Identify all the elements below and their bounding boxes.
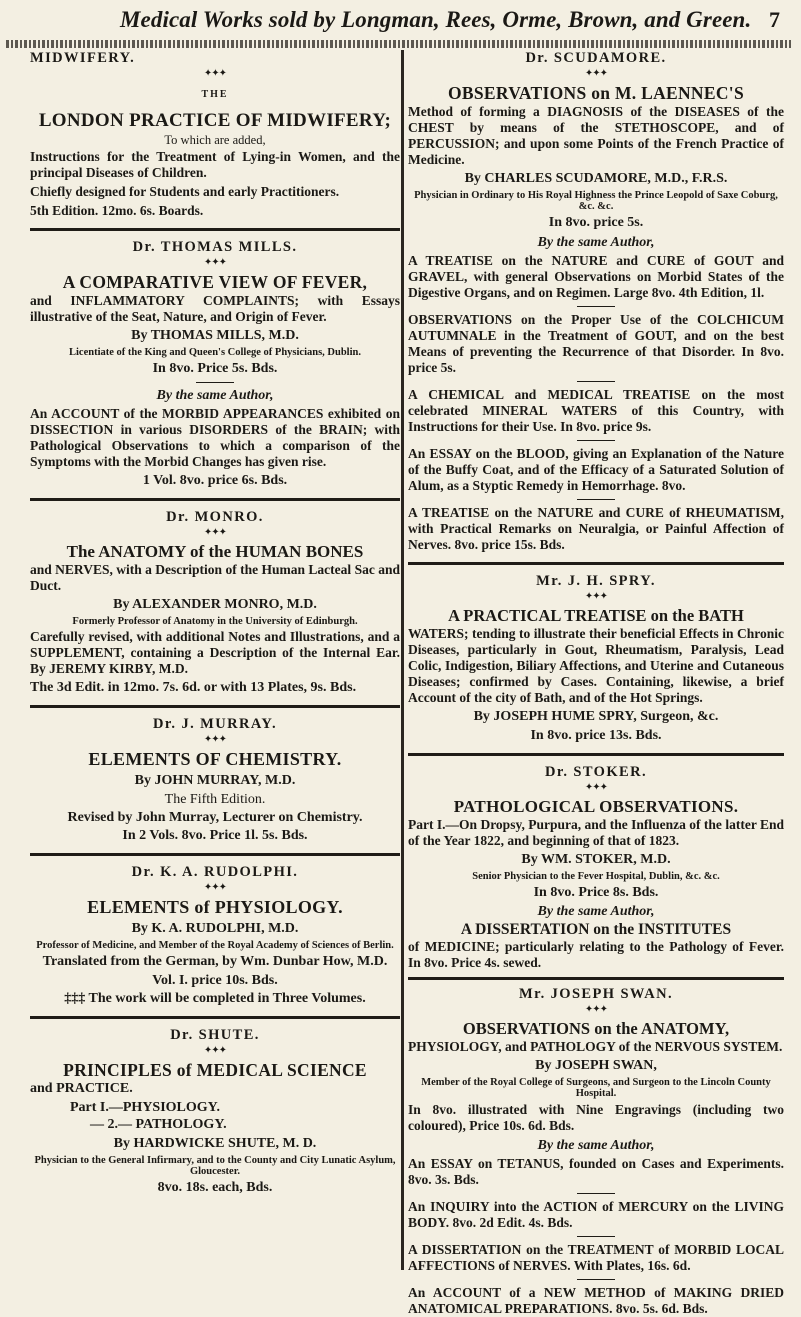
author: By CHARLES SCUDAMORE, M.D., F.R.S. xyxy=(464,171,728,186)
book-title: A DISSERTATION on the INSTITUTES xyxy=(460,921,732,938)
same-author-note: By the same Author, xyxy=(156,388,274,403)
ornament-icon: ✦✦✦ xyxy=(584,591,608,602)
book-title: The ANATOMY of the HUMAN BONES xyxy=(66,542,364,561)
entry-shute xyxy=(30,1027,400,1196)
column-divider xyxy=(401,50,404,1270)
section-rule xyxy=(30,705,400,708)
book-title-continued: and PRACTICE. xyxy=(30,1081,133,1096)
section-heading: Mr. JOSEPH SWAN. xyxy=(519,986,673,1002)
book-listing: A TREATISE on the NATURE and CURE of GOUT and GRAVEL, with general Observations on Morbid States of the Digestive Organs, and on Regimen. Large 8vo. 4th Edition, 1l. xyxy=(408,253,784,300)
short-rule xyxy=(577,1193,615,1194)
author-affiliation: Senior Physician to the Fever Hospital, Dublin, &c. &c. xyxy=(472,871,720,882)
author: By WM. STOKER, M.D. xyxy=(521,852,671,867)
book-listing: An ESSAY on TETANUS, founded on Cases and Experiments. 8vo. 3s. Bds. xyxy=(408,1156,784,1187)
book-title: PATHOLOGICAL OBSERVATIONS. xyxy=(453,797,739,816)
book-title-continued: PHYSIOLOGY, and PATHOLOGY of the NERVOUS SYSTEM. xyxy=(408,1039,783,1054)
same-author-note: By the same Author, xyxy=(537,1138,655,1153)
book-subtitle: To which are added, xyxy=(164,133,266,147)
book-listing: OBSERVATIONS on the Proper Use of the COLCHICUM AUTUMNALE in the Treatment of GOUT, and on the best Means of preventing the Recurrence of that Disorder. In 8vo. price 5s. xyxy=(408,312,784,375)
book-price: Vol. I. price 10s. Bds. xyxy=(152,973,278,988)
entry-murray xyxy=(30,716,400,844)
book-note: ‡‡‡ The work will be completed in Three Volumes. xyxy=(64,991,366,1006)
book-description: WATERS; tending to illustrate their beneficial Effects in Chronic Diseases, particularly in Gout, Rheumatism, Paralysis, Lead Colic, Indigestion, Biliary Affections, and Uterine and Cutaneous Diseases; confirmed by Cases. Containing, likewise, a brief Account of the city of Bath, and of the Hot Springs. xyxy=(408,626,784,705)
entry-rudolphi xyxy=(30,864,400,1007)
author-affiliation: Professor of Medicine, and Member of the Royal Academy of Sciences of Berlin. xyxy=(36,940,394,951)
entry-stoker xyxy=(408,764,784,971)
book-edition: The Fifth Edition. xyxy=(164,792,266,807)
short-rule xyxy=(577,1279,615,1280)
title-prefix: THE xyxy=(201,89,229,100)
book-reviser: Revised by John Murray, Lecturer on Chemistry. xyxy=(67,810,363,825)
book-translator: Translated from the German, by Wm. Dunbar How, M.D. xyxy=(42,954,388,969)
ornament-icon: ✦✦✦ xyxy=(203,1045,227,1056)
book-description: Part I.—On Dropsy, Purpura, and the Influenza of the latter End of the Year 1822, and beginning of that of 1823. xyxy=(408,817,784,848)
left-column xyxy=(30,50,400,1199)
book-listing: A CHEMICAL and MEDICAL TREATISE on the most celebrated MINERAL WATERS of this Country, with Instructions for their Use. In 8vo. price 9s. xyxy=(408,387,784,434)
ornamental-border xyxy=(6,40,791,48)
short-rule xyxy=(577,381,615,382)
section-rule xyxy=(408,977,784,980)
book-title: A PRACTICAL TREATISE on the BATH xyxy=(448,606,744,625)
book-title: ELEMENTS OF CHEMISTRY. xyxy=(88,749,342,769)
same-author-note: By the same Author, xyxy=(537,235,655,250)
book-title: OBSERVATIONS on M. LAENNEC'S xyxy=(448,83,744,103)
book-part: — 2.— PATHOLOGY. xyxy=(90,1117,227,1132)
author: By JOSEPH SWAN, xyxy=(535,1058,657,1073)
book-listing: An INQUIRY into the ACTION of MERCURY on the LIVING BODY. 8vo. 2d Edit. 4s. Bds. xyxy=(408,1199,784,1230)
ornament-icon: ✦✦✦ xyxy=(584,68,608,79)
section-rule xyxy=(30,1016,400,1019)
short-rule xyxy=(577,440,615,441)
author-affiliation: Physician in Ordinary to His Royal Highness the Prince Leopold of Saxe Coburg, &c. &c. xyxy=(414,190,778,212)
book-price: 5th Edition. 12mo. 6s. Boards. xyxy=(30,203,204,218)
book-listing: An ACCOUNT of a NEW METHOD of MAKING DRIED ANATOMICAL PREPARATIONS. 8vo. 5s. 6d. Bds. xyxy=(408,1285,784,1316)
book-price: 1 Vol. 8vo. price 6s. Bds. xyxy=(142,473,288,488)
right-column xyxy=(408,50,784,1317)
short-rule xyxy=(196,382,234,383)
entry-midwifery xyxy=(30,50,400,219)
short-rule xyxy=(577,499,615,500)
entry-scudamore xyxy=(408,50,784,553)
running-title: Medical Works sold by Longman, Rees, Orme, Brown, and Green. xyxy=(120,7,752,32)
entry-swan xyxy=(408,986,784,1317)
book-price: In 8vo. price 5s. xyxy=(548,215,644,230)
section-rule xyxy=(408,562,784,565)
ornament-icon: ✦✦✦ xyxy=(203,257,227,268)
author-affiliation: Member of the Royal College of Surgeons, and Surgeon to the Lincoln County Hospital. xyxy=(421,1077,771,1099)
book-description: Instructions for the Treatment of Lying-in Women, and the principal Diseases of Children. xyxy=(30,149,400,180)
author: By ALEXANDER MONRO, M.D. xyxy=(113,597,317,612)
author: By HARDWICKE SHUTE, M. D. xyxy=(113,1136,317,1151)
section-heading: Dr. SCUDAMORE. xyxy=(525,50,667,66)
author-affiliation: Licentiate of the King and Queen's College of Physicians, Dublin. xyxy=(69,347,361,358)
book-description: and NERVES, with a Description of the Human Lacteal Sac and Duct. xyxy=(30,562,400,593)
author: By JOHN MURRAY, M.D. xyxy=(134,773,296,788)
section-heading: Dr. K. A. RUDOLPHI. xyxy=(131,864,299,880)
book-price: In 8vo. illustrated with Nine Engravings (including two coloured), Price 10s. 6d. Bds. xyxy=(408,1102,784,1133)
section-heading: Dr. MONRO. xyxy=(166,509,264,525)
ornament-icon: ✦✦✦ xyxy=(584,1004,608,1015)
author-affiliation: Physician to the General Infirmary, and to the County and City Lunatic Asylum, Gloucester. xyxy=(34,1155,396,1177)
book-listing: A TREATISE on the NATURE and CURE of RHEUMATISM, with Practical Remarks on Neuralgia, or Painful Affection of Nerves. 8vo. price 15s. Bds. xyxy=(408,505,784,552)
short-rule xyxy=(577,306,615,307)
book-title: PRINCIPLES of MEDICAL SCIENCE xyxy=(63,1060,367,1080)
book-description: and INFLAMMATORY COMPLAINTS; with Essays illustrative of the Seat, Nature, and Origin of Fever. xyxy=(30,293,400,324)
ornament-icon: ✦✦✦ xyxy=(203,68,227,79)
book-description: An ACCOUNT of the MORBID APPEARANCES exhibited on DISSECTION in various DISORDERS of the BRAIN; with Pathological Observations to which a comparison of the Symptoms with the Morbid Changes has given rise. xyxy=(30,406,400,469)
section-rule xyxy=(408,753,784,756)
author: By THOMAS MILLS, M.D. xyxy=(131,328,299,343)
section-heading: Dr. THOMAS MILLS. xyxy=(132,239,298,255)
ornament-icon: ✦✦✦ xyxy=(203,882,227,893)
book-price: In 8vo. Price 8s. Bds. xyxy=(533,885,659,900)
entry-spry xyxy=(408,573,784,744)
section-rule xyxy=(30,498,400,501)
book-price: The 3d Edit. in 12mo. 7s. 6d. or with 13 Plates, 9s. Bds. xyxy=(30,680,357,695)
author: By K. A. RUDOLPHI, M.D. xyxy=(131,921,299,936)
same-author-note: By the same Author, xyxy=(537,904,655,919)
section-heading: Mr. J. H. SPRY. xyxy=(536,573,656,589)
book-part: Part I.—PHYSIOLOGY. xyxy=(70,1100,220,1115)
author: By JOSEPH HUME SPRY, Surgeon, &c. xyxy=(473,709,719,724)
ornament-icon: ✦✦✦ xyxy=(584,782,608,793)
entry-mills xyxy=(30,239,400,489)
section-rule xyxy=(30,228,400,231)
book-description: Carefully revised, with additional Notes and Illustrations, and a SUPPLEMENT, containing a Description of the Internal Ear. By JEREMY KIRBY, M.D. xyxy=(30,629,400,676)
book-title: A COMPARATIVE VIEW OF FEVER, xyxy=(62,272,368,292)
page-number: 7 xyxy=(769,7,780,32)
book-price: In 8vo. price 13s. Bds. xyxy=(530,728,662,743)
section-heading: Dr. SHUTE. xyxy=(170,1027,260,1043)
book-title: OBSERVATIONS on the ANATOMY, xyxy=(462,1019,730,1038)
ornament-icon: ✦✦✦ xyxy=(203,527,227,538)
section-heading: Dr. J. MURRAY. xyxy=(153,716,277,732)
book-price: 8vo. 18s. each, Bds. xyxy=(157,1180,273,1195)
book-note: Chiefly designed for Students and early Practitioners. xyxy=(30,184,340,199)
page-header xyxy=(120,1,780,35)
book-description: of MEDICINE; particularly relating to the Pathology of Fever. In 8vo. Price 4s. sewed. xyxy=(408,939,784,970)
section-heading: MIDWIFERY. xyxy=(30,50,136,66)
short-rule xyxy=(577,1236,615,1237)
author-affiliation: Formerly Professor of Anatomy in the University of Edinburgh. xyxy=(72,616,358,627)
ornament-icon: ✦✦✦ xyxy=(203,734,227,745)
entry-monro xyxy=(30,509,400,696)
book-description: Method of forming a DIAGNOSIS of the DISEASES of the CHEST by means of the STETHOSCOPE, and of PERCUSSION; and upon some Points of the French Practice of Medicine. xyxy=(408,104,784,167)
section-heading: Dr. STOKER. xyxy=(544,764,648,780)
book-listing: An ESSAY on the BLOOD, giving an Explanation of the Nature of the Buffy Coat, and of the Efficacy of a Saturated Solution of Alum, as a Styptic Remedy in Hemorrhage. 8vo. xyxy=(408,446,784,493)
book-title: LONDON PRACTICE OF MIDWIFERY; xyxy=(38,110,392,131)
book-title: ELEMENTS of PHYSIOLOGY. xyxy=(87,897,343,917)
book-price: In 2 Vols. 8vo. Price 1l. 5s. Bds. xyxy=(122,828,308,843)
section-rule xyxy=(30,853,400,856)
book-price: In 8vo. Price 5s. Bds. xyxy=(152,361,278,376)
book-listing: A DISSERTATION on the TREATMENT of MORBID LOCAL AFFECTIONS of NERVES. With Plates, 16s. 6d. xyxy=(408,1242,784,1273)
